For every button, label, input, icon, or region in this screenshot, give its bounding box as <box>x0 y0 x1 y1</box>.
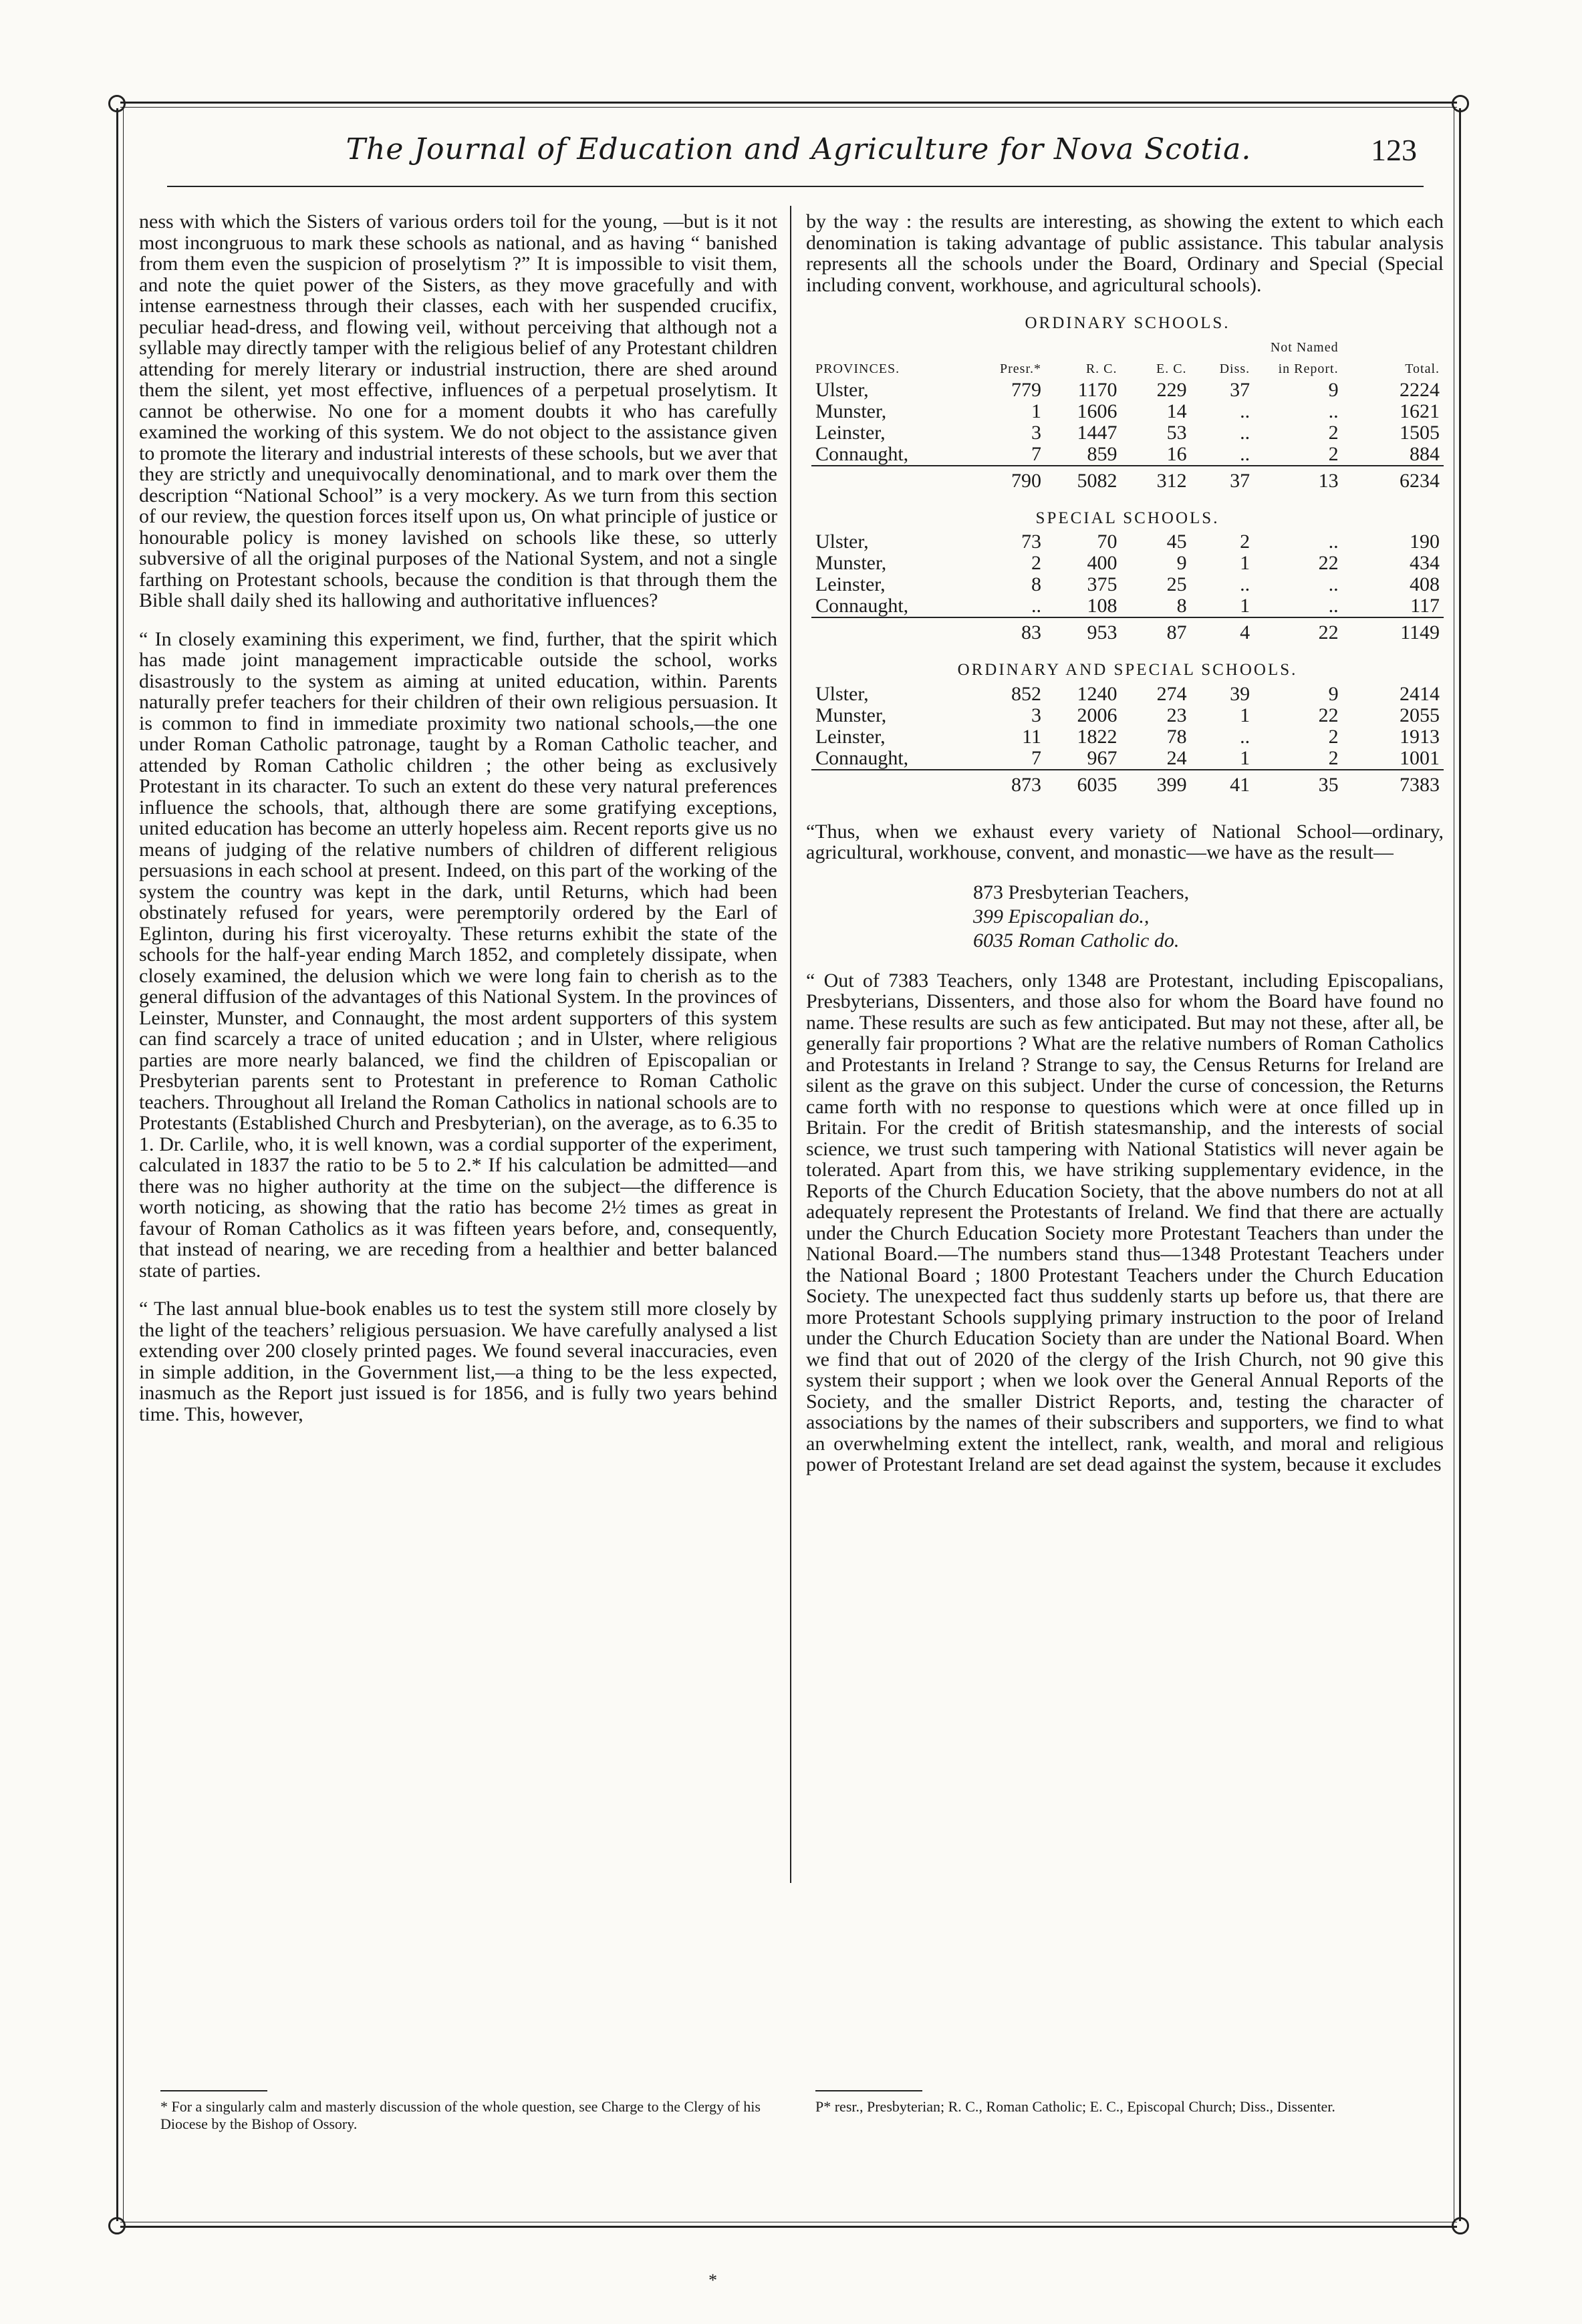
value-cell: 434 <box>1410 552 1440 574</box>
corner-ornament <box>1452 2217 1469 2234</box>
value-cell: 375 <box>1087 573 1117 595</box>
footnote: * For a singularly calm and masterly discussion of the whole question, see Charge to the Clergy of his Diocese by the Bishop of Ossory. <box>160 2098 761 2132</box>
value-cell: 108 <box>1087 595 1117 617</box>
value-cell: .. <box>1240 725 1250 748</box>
value-cell: 24 <box>1166 746 1187 769</box>
value-cell: 9 <box>1328 682 1339 705</box>
table-row <box>811 748 1444 770</box>
province-cell: Ulster, <box>815 682 869 705</box>
total-cell: 6035 <box>1045 770 1122 803</box>
total-cell: 7383 <box>1343 770 1444 803</box>
value-cell: 884 <box>1410 442 1440 465</box>
value-cell: 1822 <box>1077 725 1117 748</box>
value-cell: 1913 <box>1400 725 1440 748</box>
value-cell: 274 <box>1156 682 1187 705</box>
table-row <box>811 684 1444 705</box>
total-cell <box>811 466 976 498</box>
total-row <box>811 617 1444 650</box>
province-cell: Connaught, <box>815 595 909 617</box>
paragraph: “ In closely examining this experiment, we find, further, that the spirit which has made joint management impracticable outside the school, works disastrously to the system as aiming at united education, within. Parents naturally prefer teachers for their children of their own religious persuasion. It is common to find in immediate proximity two national schools,—the one under Roman Catholic patronage, taught by a Roman Catholic teacher, and attended by Roman Catholic children ; the other being as exclusively Protestant in its character. To such an extent do these very natural preferences influence the schools, that, although there are some gratifying exceptions, united education has become an utterly hopeless aim. Recent reports give us no means of judging of the relative numbers of children of different religious persuasions in each school at present. Indeed, on this part of the working of the system the country was kept in the dark, until Returns, which had been obstinately refused for years, were peremptorily ordered by the Earl of Eglinton, during his first viceroyalty. These returns exhibit the state of the schools for the half-year ending March 1852, and completely dissipate, when closely examined, the delusion which we were long fain to cherish as to the general diffusion of the advantages of this National System. In the provinces of Leinster, Munster, and Connaught, the most ardent supporters of this system can find scarcely a trace of united education ; and in Ulster, where religious parties are more nearly balanced, we find the children of Episcopalian or Presbyterian parents sent to Protestant in preference to Roman Catholic teachers. Throughout all Ireland the Roman Catholics in national schools are to Protestants (Established Church and Presbyterian), on the average, as to 6.35 to 1. Dr. Carlile, who, it is well known, was a cordial supporter of the experiment, calculated in 1837 the ratio to be 5 to 2.* If his calculation be admitted—and there was no higher authority at the time on the subject—the difference is worth noticing, as showing that the ratio has become 2½ times as great in favour of Roman Catholics as it was fifteen years before, and, consequently, that instead of nearing, we are receding from a healthier and better balanced state of parties. <box>139 627 777 1282</box>
total-row <box>811 770 1444 803</box>
value-cell: 2055 <box>1400 704 1440 726</box>
value-cell: 7 <box>1031 746 1041 769</box>
province-cell: Leinster, <box>815 725 886 748</box>
total-cell: 953 <box>1045 617 1122 650</box>
footnote-rule <box>815 2090 922 2091</box>
total-cell: 37 <box>1191 466 1255 498</box>
total-cell <box>811 770 976 803</box>
list-item: 6035 Roman Catholic do. <box>973 929 1180 952</box>
province-cell: Leinster, <box>815 421 886 444</box>
total-cell: 6234 <box>1343 466 1444 498</box>
total-cell <box>811 617 976 650</box>
value-cell: .. <box>1328 531 1339 553</box>
value-cell: 14 <box>1166 400 1187 422</box>
value-cell: 1606 <box>1077 400 1117 422</box>
value-cell: 967 <box>1087 746 1117 769</box>
value-cell: 1621 <box>1400 400 1440 422</box>
value-cell: 2224 <box>1400 378 1440 401</box>
value-cell: .. <box>1240 400 1250 422</box>
value-cell: .. <box>1031 595 1041 617</box>
teachers-list <box>806 881 1444 953</box>
value-cell: 39 <box>1230 682 1250 705</box>
total-cell: 87 <box>1122 617 1191 650</box>
total-cell: 41 <box>1191 770 1255 803</box>
table-row <box>811 705 1444 726</box>
value-cell: 779 <box>1011 378 1041 401</box>
value-cell: 23 <box>1166 704 1187 726</box>
value-cell: .. <box>1240 573 1250 595</box>
table-row <box>811 531 1444 553</box>
corner-ornament <box>1452 95 1469 112</box>
value-cell: 1 <box>1240 595 1250 617</box>
header-rule <box>167 186 1424 187</box>
province-cell: Leinster, <box>815 573 886 595</box>
paragraph: “Thus, when we exhaust every variety of National School—ordinary, agricultural, workhouse, convent, and monastic—we have as the result— <box>806 820 1444 863</box>
value-cell: 70 <box>1097 531 1117 553</box>
bottom-mark: * <box>708 2271 717 2290</box>
value-cell: 400 <box>1087 552 1117 574</box>
paragraph: by the way : the results are interesting, as showing the extent to which each denomination is taking advantage of public assistance. This tabular analysis represents all the schools under the Board, Ordinary and Special (Special including convent, workhouse, and agricultural schools). <box>806 210 1444 296</box>
value-cell: 852 <box>1011 682 1041 705</box>
page-number: 123 <box>1371 133 1417 167</box>
value-cell: 9 <box>1328 378 1339 401</box>
value-cell: 7 <box>1031 442 1041 465</box>
province-cell: Munster, <box>815 704 887 726</box>
value-cell: 9 <box>1176 552 1187 574</box>
corner-ornament <box>108 2217 126 2234</box>
total-cell: 1149 <box>1343 617 1444 650</box>
value-cell: 53 <box>1166 421 1187 444</box>
value-cell: .. <box>1328 400 1339 422</box>
running-header <box>180 132 1417 179</box>
total-cell: 35 <box>1254 770 1342 803</box>
paragraph: “ The last annual blue-book enables us to test the system still more closely by the light of the teachers’ religious persuasion. We have carefully analysed a list extending over 200 closely printed pages. We found several inaccuracies, even in simple addition, in the Government list,—a thing to be the less expected, inasmuch as the Report just issued is for 1856, and is fully two years behind time. This, however, <box>139 1298 777 1425</box>
value-cell: .. <box>1328 573 1339 595</box>
value-cell: 2 <box>1328 725 1339 748</box>
value-cell: 1240 <box>1077 682 1117 705</box>
value-cell: 1 <box>1240 746 1250 769</box>
value-cell: 1447 <box>1077 421 1117 444</box>
value-cell: 73 <box>1021 531 1041 553</box>
value-cell: 1001 <box>1400 746 1440 769</box>
table-title: ORDINARY SCHOOLS. <box>1025 314 1230 332</box>
province-cell: Ulster, <box>815 531 869 553</box>
value-cell: .. <box>1328 595 1339 617</box>
province-cell: Munster, <box>815 552 887 574</box>
value-cell: 2 <box>1328 746 1339 769</box>
value-cell: 2 <box>1328 421 1339 444</box>
value-cell: 408 <box>1410 573 1440 595</box>
total-cell: 83 <box>976 617 1045 650</box>
value-cell: .. <box>1240 442 1250 465</box>
value-cell: 190 <box>1410 531 1440 553</box>
value-cell: 8 <box>1031 573 1041 595</box>
value-cell: 2006 <box>1077 704 1117 726</box>
value-cell: 1 <box>1240 704 1250 726</box>
province-cell: Connaught, <box>815 746 909 769</box>
schools-table <box>811 313 1444 803</box>
province-cell: Connaught, <box>815 442 909 465</box>
value-cell: 37 <box>1230 378 1250 401</box>
table-row <box>811 422 1444 444</box>
value-cell: 22 <box>1318 552 1339 574</box>
table-row <box>811 380 1444 401</box>
table-header: PROVINCES. Presr.* R. C. E. C. Diss. Not Named in Report. Total. <box>815 339 1440 376</box>
value-cell: 117 <box>1410 595 1440 617</box>
value-cell: 78 <box>1166 725 1187 748</box>
table-row <box>811 553 1444 574</box>
total-cell: 4 <box>1191 617 1255 650</box>
value-cell: 1170 <box>1077 378 1117 401</box>
page-border <box>107 92 1470 2237</box>
list-item: 873 Presbyterian Teachers, <box>973 881 1190 903</box>
column-separator <box>790 206 791 1883</box>
total-cell: 790 <box>976 466 1045 498</box>
total-cell: 13 <box>1254 466 1342 498</box>
value-cell: 3 <box>1031 704 1041 726</box>
right-column <box>806 211 1444 1493</box>
table-title: SPECIAL SCHOOLS. <box>1035 509 1220 527</box>
total-row <box>811 466 1444 498</box>
value-cell: 859 <box>1087 442 1117 465</box>
total-cell: 312 <box>1122 466 1191 498</box>
value-cell: 11 <box>1022 725 1041 748</box>
province-cell: Munster, <box>815 400 887 422</box>
value-cell: 1 <box>1031 400 1041 422</box>
table-row <box>811 444 1444 466</box>
footnote: P* resr., Presbyterian; R. C., Roman Catholic; E. C., Episcopal Church; Diss., Dissenter. <box>815 2098 1335 2115</box>
table-title: ORDINARY AND SPECIAL SCHOOLS. <box>957 661 1298 679</box>
total-cell: 873 <box>976 770 1045 803</box>
value-cell: 45 <box>1166 531 1187 553</box>
province-cell: Ulster, <box>815 378 869 401</box>
footnote-rule <box>160 2090 267 2091</box>
corner-ornament <box>108 95 126 112</box>
value-cell: 22 <box>1318 704 1339 726</box>
value-cell: .. <box>1240 421 1250 444</box>
value-cell: 2 <box>1240 531 1250 553</box>
total-cell: 399 <box>1122 770 1191 803</box>
total-cell: 22 <box>1254 617 1342 650</box>
value-cell: 8 <box>1176 595 1187 617</box>
total-cell: 5082 <box>1045 466 1122 498</box>
table-row <box>811 574 1444 595</box>
value-cell: 25 <box>1166 573 1187 595</box>
value-cell: 2 <box>1031 552 1041 574</box>
paragraph: ness with which the Sisters of various orders toil for the young, —but is it not most incongruous to mark these schools as national, and as having “ banished from them even the suspicion of proselytism ?” It is impossible to visit them, and note the quiet power of the Sisters, as they move gracefully and with intense earnestness through their classes, each with her suspended crucifix, peculiar head-dress, and flowing veil, without perceiving that although not a syllable may directly tamper with the religious belief of any Protestant children attending for merely literary or industrial instruction, there are shed around them the silent, yet most effective, influences of a perpetual proselytism. It cannot be otherwise. No one for a moment doubts it who has carefully examined the working of this system. We do not object to the assistance given to promote the literary and industrial interests of these schools, but we aver that they are strictly and unequivocally denominational, and to mark over them the description “National School” is a very mockery. As we turn from this section of our review, the question forces itself upon us, On what principle of justice or honourable policy is money lavished on schools like these, so utterly subversive of all the original purposes of the National System, and not a single farthing on Protestant schools, because the condition is that through them the Bible shall daily shed its hallowing and authoritative influences? <box>139 210 777 611</box>
table-row <box>811 401 1444 422</box>
value-cell: 1505 <box>1400 421 1440 444</box>
journal-title: The Journal of Education and Agriculture for Nova Scotia. <box>346 132 1252 166</box>
table-row <box>811 595 1444 617</box>
value-cell: 2 <box>1328 442 1339 465</box>
value-cell: 2414 <box>1400 682 1440 705</box>
value-cell: 229 <box>1156 378 1187 401</box>
list-item: 399 Episcopalian do., <box>973 905 1150 927</box>
value-cell: 16 <box>1166 442 1187 465</box>
left-column <box>139 211 777 1442</box>
value-cell: 3 <box>1031 421 1041 444</box>
table-row <box>811 726 1444 748</box>
paragraph: “ Out of 7383 Teachers, only 1348 are Protestant, including Episcopalians, Presbyterians, Dissenters, and those also for whom the Board have found no name. These results are such as few anticipated. But may not these, after all, be generally fair proportions ? What are the relative numbers of Roman Catholics and Protestants in Ireland ? Strange to say, the Census Returns for Ireland are silent as the grave on this subject. Under the curse of concession, the Returns came forth with no response to questions which were at once filled up in Britain. For the credit of British statesmanship, and the interests of social science, we trust such tampering with National Statistics will never again be tolerated. Apart from this, we have striking supplementary evidence, in the Reports of the Church Education Society, that the above numbers do not at all adequately represent the Protestants of Ireland. We find that there are actually under the Church Education Society more Protestant Teachers than under the National Board.—The numbers stand thus—1348 Protestant Teachers under the National Board ; 1800 Protestant Teachers under the Church Education Society. The unexpected fact thus suddenly starts up before us, that there are more Protestant Schools supplying primary instruction to the poor of Ireland under the Church Education Society than are under the National Board. When we find that out of 2020 of the clergy of the Irish Church, not 90 give this system their support ; when we look over the General Annual Reports of the Society, and the smaller District Reports, and, testing the character of associations by the names of their subscribers and supporters, we find to what an overwhelming extent the intellect, rank, wealth, and moral and religious power of Protestant Ireland are set dead against the system, because it excludes <box>806 969 1444 1475</box>
value-cell: 1 <box>1240 552 1250 574</box>
